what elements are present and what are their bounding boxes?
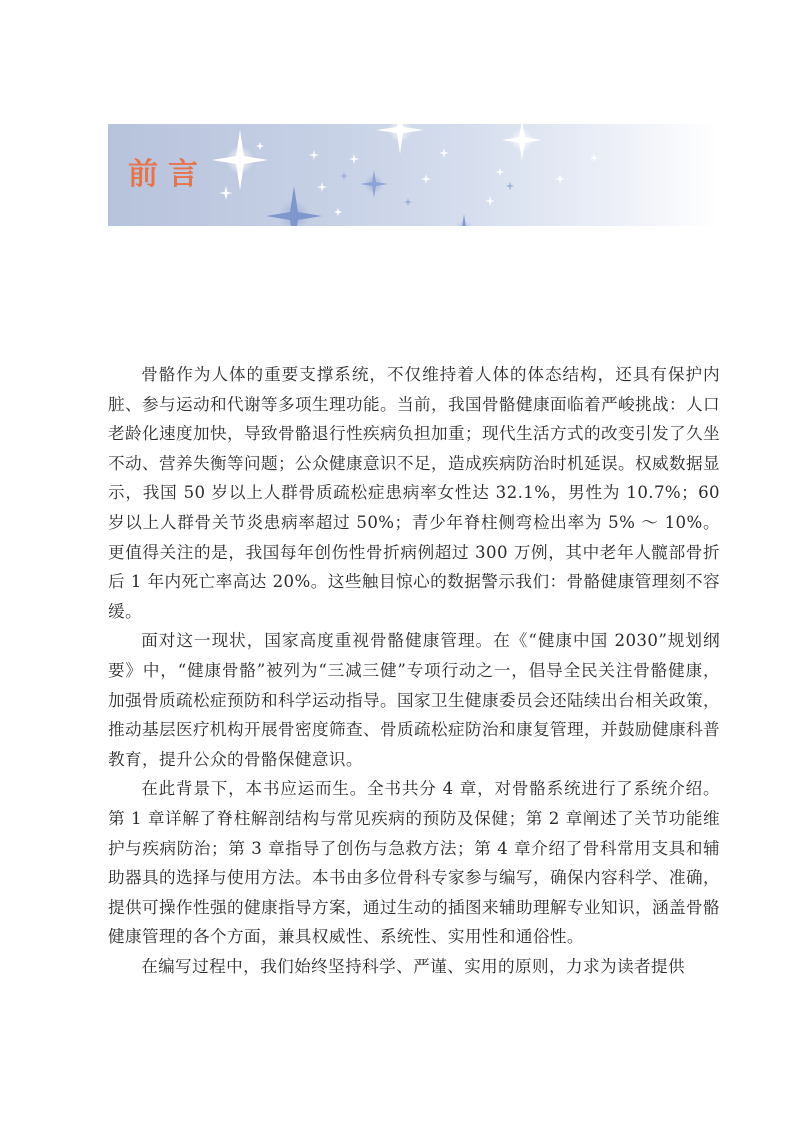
sparkle-star-icon — [212, 130, 268, 190]
paragraph: 骨骼作为人体的重要支撑系统，不仅维持着人体的体态结构，还具有保护内脏、参与运动和代谢等多项生理功能。当前，我国骨骼健康面临着严峻挑战：人口老龄化速度加快，导致骨骼退行性疾病负担加重；现代生活方式的改变引发了久坐不动、营养失衡等问题；公众健康意识不足，造成疾病防治时机延误。权威数据显示，我国 50 岁以上人群骨质疏松症患病率女性达 32.1%，男性为 10.7%；60 岁以上人群骨关节炎患病率超过 50%；青少年脊柱侧弯检出率为 5% ～ 10%。更值得关注的是，我国每年创伤性骨折病例超过 300 万例，其中老年人髋部骨折后 1 年内死亡率高达 20%。这些触目惊心的数据警示我们：骨骼健康管理刻不容缓。 — [108, 365, 720, 621]
sparkle-star-icon — [219, 142, 598, 216]
paragraph: 在此背景下，本书应运而生。全书共分 4 章，对骨骼系统进行了系统介绍。第 1 章详解了脊柱解剖结构与常见疾病的预防及保健；第 2 章阐述了关节功能维护与疾病防治；第 3 章指导了创伤与急救方法；第 4 章介绍了骨科常用支具和辅助器具的选择与使用方法。本书由多位骨科专家参与编写，确保内容科学、准确，提供可操作性强的健康指导方案，通过生动的插图来辅助理解专业知识，涵盖骨骼健康管理的各个方面，兼具权威性、系统性、实用性和通俗性。 — [108, 779, 720, 947]
sparkle-star-icon — [376, 124, 424, 154]
sparkle-star-icon — [266, 186, 322, 226]
chapter-banner — [108, 124, 718, 226]
preface-body — [108, 360, 720, 981]
sparkle-star-icon — [502, 124, 542, 160]
sparkle-star-icon — [360, 170, 388, 198]
sparkle-star-icon — [448, 214, 480, 226]
paragraph: 面对这一现状，国家高度重视骨骼健康管理。在《“健康中国 2030”规划纲要》中，“健康骨骼”被列为“三减三健”专项行动之一，倡导全民关注骨骼健康，加强骨质疏松症预防和科学运动指导。国家卫生健康委员会还陆续出台相关政策，推动基层医疗机构开展骨密度筛查、骨质疏松症防治和康复管理，并鼓励健康科普教育，提升公众的骨骼保健意识。 — [108, 631, 720, 769]
page-title: 前言 — [128, 157, 208, 192]
paragraph: 在编写过程中，我们始终坚持科学、严谨、实用的原则，力求为读者提供 — [141, 956, 685, 976]
